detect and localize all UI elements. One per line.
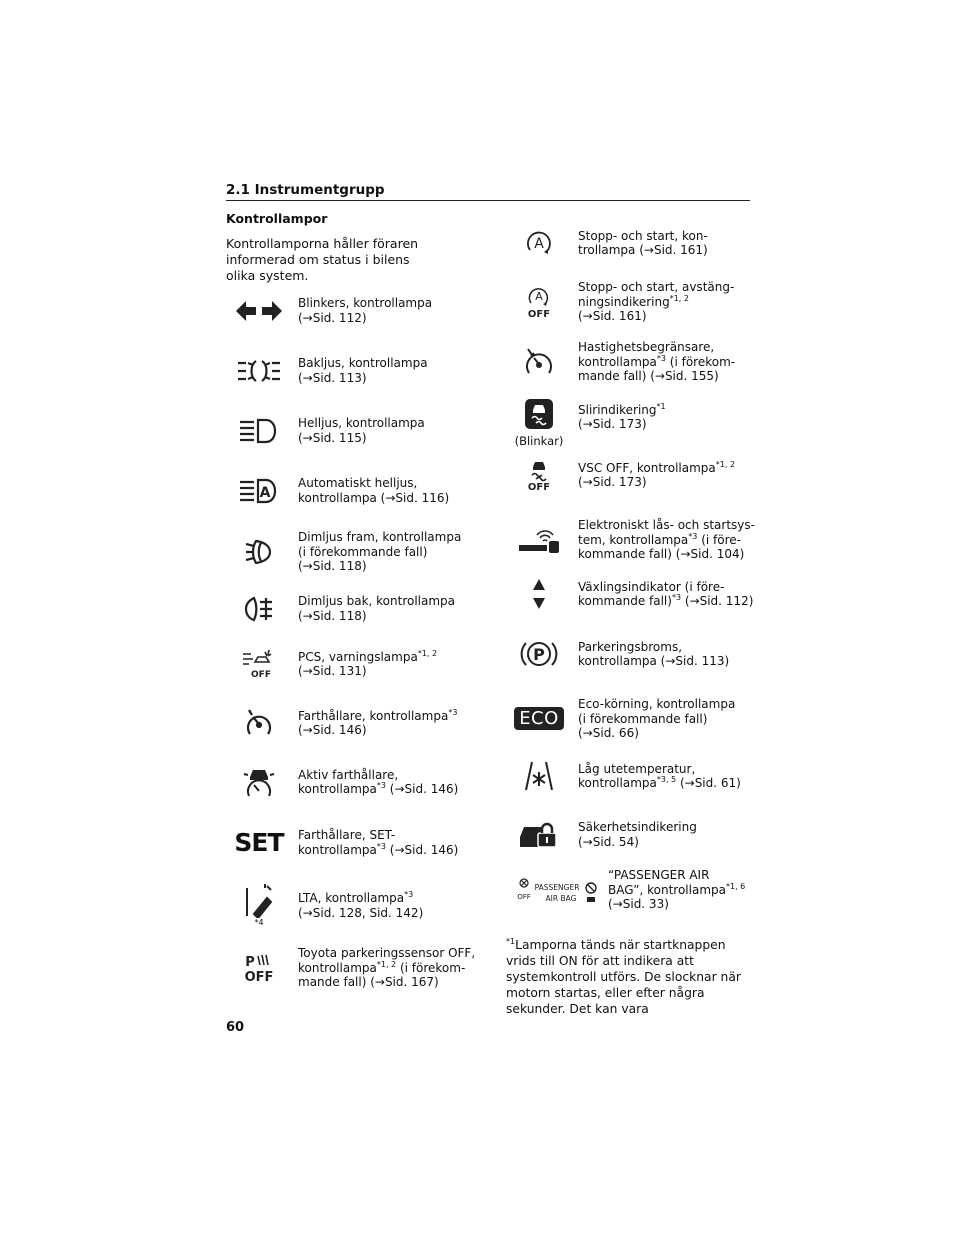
item-line: Elektroniskt lås- och startsys- — [578, 518, 755, 532]
item-line: Säkerhetsindikering — [578, 820, 697, 834]
list-item — [506, 228, 708, 258]
footnote-ref: *3 — [448, 707, 458, 717]
item-line: (→Sid. 66) — [578, 726, 639, 740]
footnote-mark: *1 — [506, 936, 516, 946]
icon-letter: A — [259, 484, 271, 501]
list-item — [226, 530, 461, 574]
footnote-ref: *3, 5 — [656, 775, 677, 784]
list-item — [226, 416, 425, 445]
lta-icon — [226, 884, 292, 927]
footnote-ref: *3 — [656, 353, 666, 363]
item-line: Automatiskt helljus, — [298, 476, 418, 490]
item-line: Växlingsindikator (i före- — [578, 579, 725, 594]
item-line: Parkeringsbroms, — [578, 639, 683, 654]
footnote-body: Lamporna tänds när startknappen vrids till ON för att indikera att systemkontroll utförs. De slocknar när motorn startas, eller efter några sekunder. Det kan vara — [506, 938, 741, 1016]
item-line: tem, kontrollampa$^{*3}$ (i före- — [578, 531, 741, 547]
footnote-ref: *3 — [376, 841, 386, 851]
footnote-text — [506, 937, 752, 1017]
icon-off-label: OFF — [527, 482, 551, 492]
footnote-ref: *1, 6 — [725, 881, 746, 891]
item-line: Bakljus, kontrollampa — [298, 356, 428, 370]
icon-p-letter: P — [533, 645, 545, 664]
footnote-ref: *3 — [671, 593, 682, 602]
page-number: 60 — [226, 1020, 245, 1035]
item-line: (→Sid. 113) — [298, 370, 367, 385]
item-line: kontrollampa$^{*3}$ (i förekom- — [578, 353, 736, 369]
footnote-ref: *1, 2 — [417, 648, 438, 658]
footnote-mark: *4 — [254, 918, 264, 927]
parking-sensor-off-icon — [226, 953, 292, 983]
list-item — [506, 697, 735, 741]
item-line: (→Sid. 173) — [578, 417, 647, 431]
list-item — [506, 458, 735, 492]
item-line: mande fall) (→Sid. 167) — [298, 975, 439, 989]
stop-start-icon — [506, 228, 572, 258]
list-item — [226, 946, 475, 990]
eco-icon — [506, 707, 572, 730]
item-line: Blinkers, kontrollampa — [298, 296, 433, 310]
item-line: (→Sid. 33) — [608, 897, 669, 911]
icon-letter: A — [535, 289, 543, 303]
item-line: kontrollampa$^{*3}$ (→Sid. 146) — [298, 841, 459, 857]
front-fog-icon — [226, 538, 292, 566]
speed-limiter-icon — [506, 347, 572, 377]
item-line: Eco-körning, kontrollampa — [578, 697, 736, 711]
item-line: kommande fall) (→Sid. 104) — [578, 547, 745, 561]
item-line: VSC OFF, kontrollampa — [578, 460, 716, 475]
item-line: (→Sid. 54) — [578, 834, 639, 849]
item-line: Farthållare, kontrollampa — [298, 708, 449, 723]
set-label: SET — [234, 828, 284, 857]
list-item — [226, 708, 457, 738]
icon-letter: A — [534, 236, 544, 252]
radar-cruise-icon — [226, 766, 292, 798]
list-item — [226, 884, 423, 927]
item-line: Toyota parkeringssensor OFF, — [298, 946, 476, 960]
stop-start-off-icon — [506, 285, 572, 319]
passenger-airbag-icon — [506, 872, 606, 908]
eco-label: ECO — [514, 707, 564, 730]
item-line: Dimljus fram, kontrollampa — [298, 530, 462, 544]
item-line: (i förekommande fall) — [578, 711, 708, 726]
cruise-control-icon — [226, 708, 292, 738]
set-icon — [226, 828, 292, 857]
list-item — [506, 638, 729, 670]
list-item — [506, 578, 753, 610]
item-line: kontrollampa$^{*3, 5}$ (→Sid. 61) — [578, 775, 741, 790]
smart-key-icon — [506, 527, 572, 553]
item-line: trollampa (→Sid. 161) — [578, 243, 708, 257]
footnote-ref: *1, 2 — [376, 959, 397, 969]
item-line: kontrollampa$^{*3}$ (→Sid. 146) — [298, 781, 459, 796]
auto-high-beam-icon — [226, 478, 292, 504]
list-item — [226, 476, 449, 505]
item-line: Låg utetemperatur, — [578, 761, 696, 776]
list-item — [506, 398, 666, 448]
item-line: (→Sid. 115) — [298, 430, 367, 445]
tail-light-icon — [226, 357, 292, 385]
airbag-label: AIR BAG — [545, 893, 577, 903]
footnote-ref: *1 — [656, 401, 666, 411]
parking-brake-icon — [506, 638, 572, 670]
list-item — [506, 760, 741, 792]
item-line: (→Sid. 118) — [298, 559, 367, 573]
turn-signal-icon — [226, 299, 292, 323]
subtitle: Kontrollampor — [226, 211, 328, 226]
list-item — [506, 518, 755, 562]
security-icon — [506, 821, 572, 849]
item-line: Stopp- och start, avstäng- — [578, 280, 735, 294]
list-item — [226, 766, 458, 798]
item-line: BAG”, kontrollampa — [608, 882, 726, 897]
footnote-ref: *3 — [688, 531, 698, 541]
icon-off-label: OFF — [517, 892, 531, 901]
section-title: 2.1 Instrumentgrupp — [226, 182, 385, 198]
item-line: Helljus, kontrollampa — [298, 416, 425, 430]
footnote-ref: *1, 2 — [715, 459, 736, 469]
icon-p-letter: P — [245, 954, 255, 970]
item-line: kontrollampa (→Sid. 113) — [578, 654, 730, 668]
item-line: ningsindikering — [578, 294, 670, 309]
list-item — [226, 648, 437, 680]
icon-off-label: OFF — [527, 308, 551, 319]
passenger-label: PASSENGER — [534, 882, 580, 892]
footnote-ref: *3 — [404, 890, 414, 899]
icon-off-label: OFF — [251, 670, 271, 680]
icon-off-label: OFF — [244, 969, 274, 983]
footnote-ref: *1, 2 — [669, 293, 689, 303]
list-item — [226, 296, 432, 325]
vsc-off-icon — [506, 458, 572, 492]
footnote-ref: *3 — [376, 781, 386, 790]
item-line: “PASSENGER AIR — [608, 868, 710, 882]
section-header — [226, 179, 750, 201]
list-item — [506, 280, 734, 324]
item-line: Aktiv farthållare, — [298, 767, 399, 782]
item-line: (→Sid. 112) — [298, 310, 367, 325]
item-line: (→Sid. 161) — [578, 309, 647, 323]
shift-indicator-icon — [506, 578, 572, 610]
item-line: PCS, varningslampa — [298, 649, 418, 664]
list-item — [506, 868, 745, 912]
item-line: (→Sid. 173) — [578, 475, 647, 489]
rear-fog-icon — [226, 595, 292, 623]
high-beam-icon — [226, 418, 292, 444]
item-line: LTA, kontrollampa — [298, 891, 405, 905]
item-line: (→Sid. 146) — [298, 723, 367, 737]
item-line: Stopp- och start, kon- — [578, 228, 708, 243]
slip-indicator-icon — [506, 398, 572, 448]
list-item — [226, 828, 458, 857]
item-line: mande fall) (→Sid. 155) — [578, 369, 719, 383]
pcs-off-icon — [226, 648, 292, 680]
list-item — [226, 356, 428, 385]
item-line: kommande fall)$^{*3}$ (→Sid. 112) — [578, 593, 754, 608]
list-item — [506, 340, 735, 384]
list-item — [506, 820, 697, 849]
blink-caption: (Blinkar) — [514, 434, 564, 448]
item-line: (→Sid. 128, Sid. 142) — [298, 905, 424, 920]
item-line: kontrollampa (→Sid. 116) — [298, 490, 450, 505]
item-line: Dimljus bak, kontrollampa — [298, 594, 456, 608]
item-line: Farthållare, SET- — [298, 828, 396, 842]
item-line: (i förekommande fall) — [298, 544, 428, 559]
intro-text: Kontrollamporna håller föraren informerad om status i bilens olika system. — [226, 236, 419, 283]
item-line: kontrollampa$^{*1, 2}$ (i förekom- — [298, 959, 466, 975]
item-line: (→Sid. 118) — [298, 608, 367, 623]
item-line: Hastighetsbegränsare, — [578, 340, 715, 354]
list-item — [226, 594, 455, 623]
item-line: (→Sid. 131) — [298, 664, 367, 678]
low-temp-icon — [506, 760, 572, 792]
item-line: Slirindikering — [578, 402, 657, 417]
